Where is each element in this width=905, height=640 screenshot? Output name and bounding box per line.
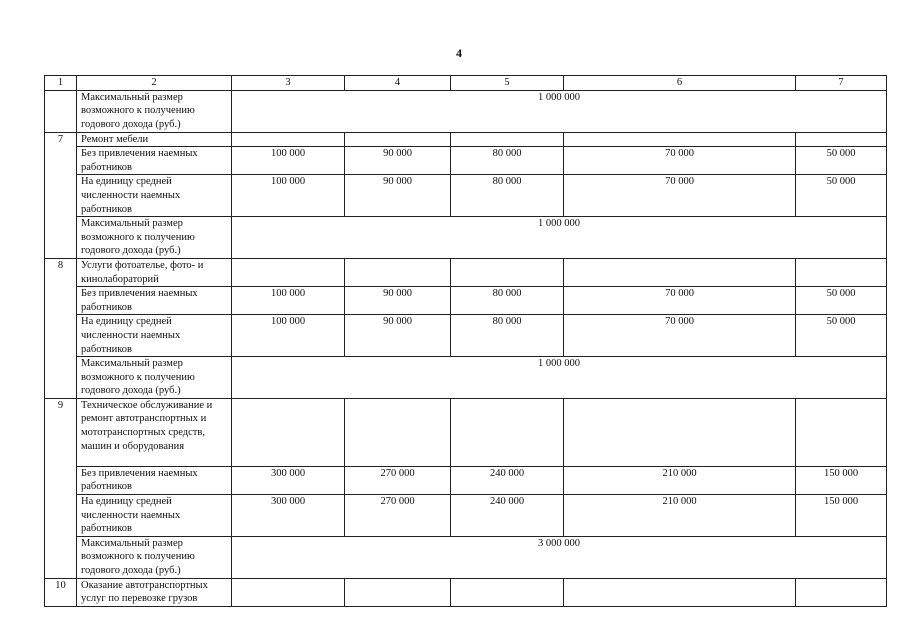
max-income-value: 1 000 000	[232, 217, 887, 259]
table-row	[45, 357, 887, 399]
row-label: Максимальный размер возможного к получению годового дохода (руб.)	[77, 357, 232, 399]
value-cell: 100 000	[232, 315, 345, 357]
value-cell: 90 000	[345, 287, 451, 315]
value-cell: 300 000	[232, 495, 345, 537]
table-row	[45, 466, 887, 494]
value-cell: 300 000	[232, 466, 345, 494]
empty-cell	[564, 578, 796, 606]
table-row	[45, 578, 887, 606]
header-cell: 3	[232, 76, 345, 91]
row-label: На единицу средней численности наемных работников	[77, 495, 232, 537]
section-title: Услуги фотоателье, фото- и кинолабораторий	[77, 258, 232, 286]
row-label: Максимальный размер возможного к получению годового дохода (руб.)	[77, 90, 232, 132]
value-cell: 70 000	[564, 175, 796, 217]
table-row	[45, 90, 887, 132]
max-income-value: 3 000 000	[232, 536, 887, 578]
row-label: Без привлечения наемных работников	[77, 466, 232, 494]
table-row	[45, 315, 887, 357]
value-cell: 100 000	[232, 175, 345, 217]
table-row	[45, 132, 887, 147]
empty-cell	[345, 578, 451, 606]
empty-cell	[564, 258, 796, 286]
max-income-value: 1 000 000	[232, 357, 887, 399]
empty-cell	[232, 398, 345, 466]
row-label: Максимальный размер возможного к получению годового дохода (руб.)	[77, 217, 232, 259]
value-cell: 100 000	[232, 147, 345, 175]
table-row	[45, 217, 887, 259]
empty-cell	[345, 398, 451, 466]
header-cell: 4	[345, 76, 451, 91]
empty-cell	[451, 578, 564, 606]
table-row	[45, 495, 887, 537]
section-number: 7	[45, 132, 77, 258]
section-title: Оказание автотранспортных услуг по перевозке грузов	[77, 578, 232, 606]
value-cell: 50 000	[796, 175, 887, 217]
section-title: Ремонт мебели	[77, 132, 232, 147]
value-cell: 70 000	[564, 287, 796, 315]
header-cell: 5	[451, 76, 564, 91]
empty-cell	[451, 398, 564, 466]
value-cell: 210 000	[564, 495, 796, 537]
value-cell: 80 000	[451, 147, 564, 175]
empty-cell	[345, 132, 451, 147]
value-cell: 240 000	[451, 466, 564, 494]
value-cell: 210 000	[564, 466, 796, 494]
row-label: Максимальный размер возможного к получению годового дохода (руб.)	[77, 536, 232, 578]
empty-cell	[796, 132, 887, 147]
empty-cell	[345, 258, 451, 286]
table-row	[45, 175, 887, 217]
value-cell: 50 000	[796, 147, 887, 175]
header-cell: 6	[564, 76, 796, 91]
table-row	[45, 258, 887, 286]
page-number: 4	[456, 46, 462, 60]
value-cell: 80 000	[451, 287, 564, 315]
value-cell: 150 000	[796, 495, 887, 537]
section-number: 8	[45, 258, 77, 398]
table-row	[45, 287, 887, 315]
header-cell: 7	[796, 76, 887, 91]
empty-cell	[451, 132, 564, 147]
empty-cell	[232, 132, 345, 147]
value-cell: 90 000	[345, 175, 451, 217]
empty-cell	[796, 578, 887, 606]
header-cell: 2	[77, 76, 232, 91]
section-number: 10	[45, 578, 77, 606]
row-label: Без привлечения наемных работников	[77, 287, 232, 315]
value-cell: 90 000	[345, 147, 451, 175]
empty-cell	[564, 398, 796, 466]
header-cell: 1	[45, 76, 77, 91]
value-cell: 100 000	[232, 287, 345, 315]
section-number: 9	[45, 398, 77, 578]
value-cell: 50 000	[796, 315, 887, 357]
empty-cell	[796, 258, 887, 286]
row-label: На единицу средней численности наемных работников	[77, 175, 232, 217]
value-cell: 80 000	[451, 315, 564, 357]
income-table	[44, 75, 887, 607]
value-cell: 240 000	[451, 495, 564, 537]
max-income-value: 1 000 000	[232, 90, 887, 132]
table-row	[45, 536, 887, 578]
value-cell: 50 000	[796, 287, 887, 315]
table-row	[45, 398, 887, 466]
row-label: Без привлечения наемных работников	[77, 147, 232, 175]
value-cell: 70 000	[564, 315, 796, 357]
value-cell: 270 000	[345, 466, 451, 494]
section-title: Техническое обслуживание и ремонт автотранспортных и мототранспортных средств, машин и оборудования	[77, 398, 232, 466]
empty-cell	[232, 578, 345, 606]
table-row	[45, 147, 887, 175]
row-label: На единицу средней численности наемных работников	[77, 315, 232, 357]
value-cell: 270 000	[345, 495, 451, 537]
value-cell: 70 000	[564, 147, 796, 175]
empty-cell	[796, 398, 887, 466]
value-cell: 80 000	[451, 175, 564, 217]
section-number	[45, 90, 77, 132]
empty-cell	[451, 258, 564, 286]
value-cell: 90 000	[345, 315, 451, 357]
empty-cell	[564, 132, 796, 147]
value-cell: 150 000	[796, 466, 887, 494]
empty-cell	[232, 258, 345, 286]
table-header-row	[45, 76, 887, 91]
